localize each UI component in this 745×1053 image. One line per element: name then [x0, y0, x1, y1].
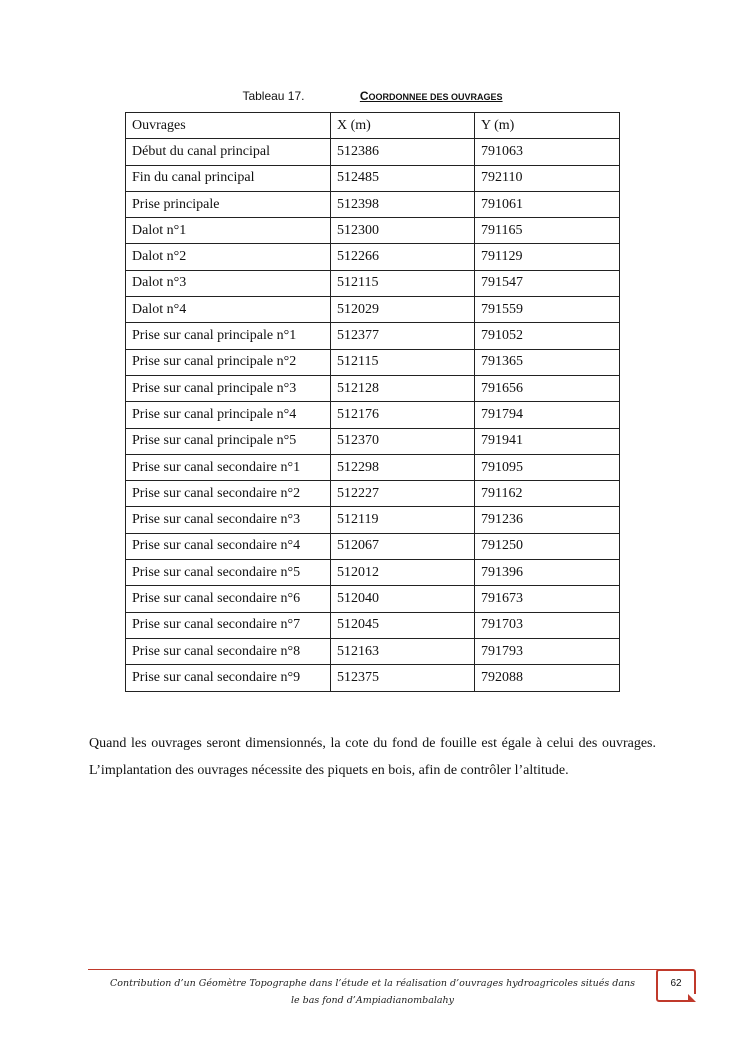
- cell-ouvrage: Prise sur canal secondaire n°2: [126, 481, 331, 507]
- cell-x: 512375: [331, 665, 475, 691]
- table-header-row: [126, 113, 620, 139]
- table-row: [126, 454, 620, 480]
- cell-y: 791365: [475, 349, 620, 375]
- table-row: [126, 244, 620, 270]
- cell-y: 791941: [475, 428, 620, 454]
- cell-x: 512029: [331, 297, 475, 323]
- table-row: [126, 612, 620, 638]
- table-row: [126, 586, 620, 612]
- table-row: [126, 297, 620, 323]
- cell-x: 512377: [331, 323, 475, 349]
- cell-y: 791396: [475, 560, 620, 586]
- cell-y: 791052: [475, 323, 620, 349]
- cell-ouvrage: Prise sur canal secondaire n°1: [126, 454, 331, 480]
- cell-y: 791165: [475, 218, 620, 244]
- cell-y: 791095: [475, 454, 620, 480]
- table-row: [126, 323, 620, 349]
- cell-x: 512398: [331, 191, 475, 217]
- cell-y: 791656: [475, 375, 620, 401]
- cell-y: 791162: [475, 481, 620, 507]
- cell-ouvrage: Dalot n°3: [126, 270, 331, 296]
- cell-ouvrage: Prise sur canal secondaire n°4: [126, 533, 331, 559]
- table-row: [126, 428, 620, 454]
- cell-y: 791794: [475, 402, 620, 428]
- cell-ouvrage: Prise sur canal principale n°4: [126, 402, 331, 428]
- header-x: X (m): [331, 113, 475, 139]
- cell-ouvrage: Fin du canal principal: [126, 165, 331, 191]
- cell-x: 512370: [331, 428, 475, 454]
- table-row: [126, 375, 620, 401]
- cell-x: 512045: [331, 612, 475, 638]
- cell-y: 791236: [475, 507, 620, 533]
- coordinates-table: [125, 112, 620, 692]
- cell-ouvrage: Prise sur canal principale n°2: [126, 349, 331, 375]
- cell-y: 792110: [475, 165, 620, 191]
- cell-ouvrage: Dalot n°4: [126, 297, 331, 323]
- footer-divider: [88, 969, 668, 970]
- cell-y: 791250: [475, 533, 620, 559]
- cell-x: 512298: [331, 454, 475, 480]
- body-paragraph: Quand les ouvrages seront dimensionnés, la cote du fond de fouille est égale à celui des ouvrages. L’implantation des ouvrages nécessite des piquets en bois, afin de contrôler l’altitude.: [89, 736, 656, 778]
- table-row: [126, 139, 620, 165]
- table-caption: [0, 89, 745, 103]
- table-row: [126, 481, 620, 507]
- cell-x: 512485: [331, 165, 475, 191]
- cell-x: 512115: [331, 349, 475, 375]
- cell-ouvrage: Prise principale: [126, 191, 331, 217]
- cell-y: 791673: [475, 586, 620, 612]
- cell-ouvrage: Prise sur canal principale n°1: [126, 323, 331, 349]
- cell-y: 792088: [475, 665, 620, 691]
- page-number-box: [656, 969, 696, 1002]
- table-row: [126, 402, 620, 428]
- cell-ouvrage: Début du canal principal: [126, 139, 331, 165]
- cell-ouvrage: Prise sur canal secondaire n°8: [126, 638, 331, 664]
- page-corner-fold: [688, 994, 696, 1002]
- cell-x: 512128: [331, 375, 475, 401]
- footer-text: Contribution d’un Géomètre Topographe dans l’étude et la réalisation d’ouvrages hydroagricoles situés dans le bas fond d’Ampiadianombalahy: [110, 978, 635, 1006]
- cell-y: 791063: [475, 139, 620, 165]
- table-row: [126, 638, 620, 664]
- cell-y: 791129: [475, 244, 620, 270]
- cell-ouvrage: Prise sur canal principale n°5: [126, 428, 331, 454]
- cell-x: 512040: [331, 586, 475, 612]
- cell-x: 512266: [331, 244, 475, 270]
- cell-y: 791559: [475, 297, 620, 323]
- cell-ouvrage: Prise sur canal principale n°3: [126, 375, 331, 401]
- cell-ouvrage: Prise sur canal secondaire n°5: [126, 560, 331, 586]
- table-row: [126, 560, 620, 586]
- table-row: [126, 507, 620, 533]
- cell-ouvrage: Prise sur canal secondaire n°3: [126, 507, 331, 533]
- table-title: COORDONNEE DES OUVRAGES: [359, 89, 503, 103]
- cell-x: 512163: [331, 638, 475, 664]
- cell-x: 512067: [331, 533, 475, 559]
- cell-x: 512115: [331, 270, 475, 296]
- cell-ouvrage: Prise sur canal secondaire n°7: [126, 612, 331, 638]
- cell-y: 791547: [475, 270, 620, 296]
- cell-ouvrage: Dalot n°2: [126, 244, 331, 270]
- table-row: [126, 533, 620, 559]
- cell-y: 791793: [475, 638, 620, 664]
- cell-x: 512119: [331, 507, 475, 533]
- cell-y: 791703: [475, 612, 620, 638]
- page-number: 62: [670, 978, 682, 989]
- cell-x: 512176: [331, 402, 475, 428]
- table-number: Tableau 17.: [242, 89, 305, 103]
- table-row: [126, 349, 620, 375]
- cell-y: 791061: [475, 191, 620, 217]
- table-row: [126, 191, 620, 217]
- table-row: [126, 165, 620, 191]
- table-row: [126, 270, 620, 296]
- table-row: [126, 665, 620, 691]
- table-row: [126, 218, 620, 244]
- cell-x: 512300: [331, 218, 475, 244]
- header-y: Y (m): [475, 113, 620, 139]
- cell-ouvrage: Prise sur canal secondaire n°6: [126, 586, 331, 612]
- cell-x: 512227: [331, 481, 475, 507]
- cell-x: 512386: [331, 139, 475, 165]
- cell-x: 512012: [331, 560, 475, 586]
- table-body: [126, 139, 620, 691]
- header-ouvrages: Ouvrages: [126, 113, 331, 139]
- cell-ouvrage: Prise sur canal secondaire n°9: [126, 665, 331, 691]
- cell-ouvrage: Dalot n°1: [126, 218, 331, 244]
